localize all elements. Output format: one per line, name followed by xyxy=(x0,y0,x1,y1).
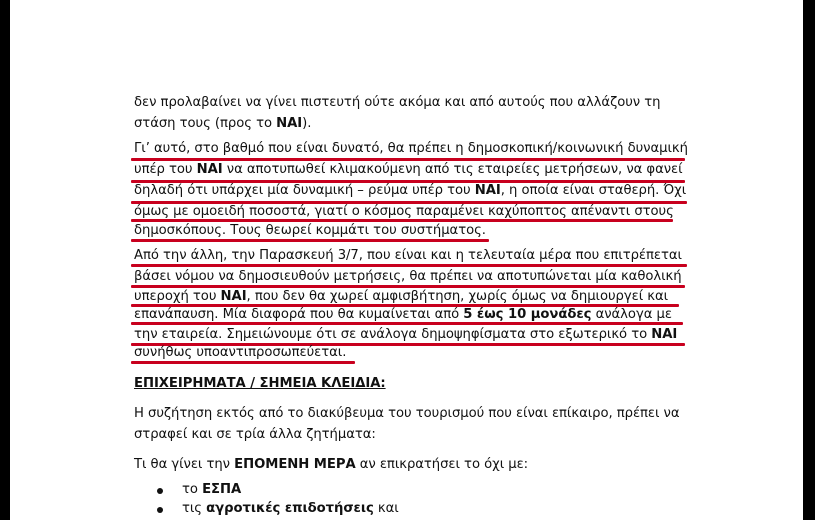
highlighted-line xyxy=(134,162,683,178)
text-run: Από την άλλη, την Παρασκευή 3/7, που είναι και η τελευταία μέρα που επιτρέπεται xyxy=(134,248,682,263)
highlighted-line xyxy=(134,345,346,361)
left-frame xyxy=(0,0,10,520)
text-line xyxy=(134,95,660,111)
red-underline xyxy=(131,219,673,222)
text-line xyxy=(134,457,528,473)
bold-text-run: ΕΣΠΑ xyxy=(202,482,242,497)
red-underline xyxy=(131,322,683,325)
red-underline xyxy=(131,285,685,288)
document-page xyxy=(10,0,803,520)
red-underline xyxy=(131,239,489,242)
list-item xyxy=(182,501,399,517)
text-run: στάση τους (προς το xyxy=(134,116,277,131)
list-item xyxy=(182,482,241,498)
text-run: να αποτυπωθεί κλιμακούμενη από τις εταιρείες μετρήσεων, να φανεί xyxy=(222,162,683,177)
text-run: και xyxy=(373,501,399,516)
bold-text-run: αγροτικές επιδοτήσεις xyxy=(206,501,374,516)
text-run: , η οποία είναι σταθερή. Όχι xyxy=(500,183,687,198)
text-line xyxy=(134,406,680,422)
text-line xyxy=(134,427,376,443)
text-run: Γι’ αυτό, στο βαθμό που είναι δυνατό, θα πρέπει η δημοσκοπική/κοινωνική δυναμική xyxy=(134,141,688,156)
text-run: ανάλογα με xyxy=(591,307,672,322)
text-run: υπεροχή του xyxy=(134,289,221,304)
text-run: όμως με ομοειδή ποσοστά, γιατί ο κόσμος παραμένει καχύποπτος απέναντι στους xyxy=(134,204,674,219)
highlighted-line xyxy=(134,248,682,264)
highlighted-line xyxy=(134,307,672,323)
text-run: τις xyxy=(182,501,207,516)
highlighted-line xyxy=(134,223,486,239)
text-run: βάσει νόμου να δημοσιευθούν μετρήσεις, θα πρέπει να αποτυπώνεται μία καθολική xyxy=(134,269,682,284)
red-underline xyxy=(131,264,687,267)
text-run: Τι θα γίνει την xyxy=(134,457,235,472)
bullet-icon xyxy=(157,507,163,513)
bold-text-run: ΝΑΙ xyxy=(220,289,247,304)
highlighted-line xyxy=(134,289,668,305)
text-line xyxy=(134,116,311,132)
text-run: αν επικρατήσει το όχι με: xyxy=(355,457,529,472)
red-underline xyxy=(131,361,355,364)
text-run: στραφεί και σε τρία άλλα ζητήματα: xyxy=(134,427,376,442)
bold-text-run: ΝΑΙ xyxy=(276,116,303,131)
text-run: συνήθως υποαντιπροσωπεύεται. xyxy=(134,345,347,360)
bold-text-run: ΝΑΙ xyxy=(196,162,223,177)
text-run: δημοσκόπους. Τους θεωρεί κομμάτι του συστήματος. xyxy=(134,223,486,238)
text-run: το xyxy=(182,482,203,497)
highlighted-line xyxy=(134,327,677,343)
bold-text-run: ΝΑΙ xyxy=(474,183,501,198)
text-run: Η συζήτηση εκτός από το διακύβευμα του τουρισμού που είναι επίκαιρο, πρέπει να xyxy=(134,406,680,421)
bullet-icon xyxy=(157,488,163,494)
text-run: την εταιρεία. Σημειώνουμε ότι σε ανάλογα δημοψηφίσματα στο εξωτερικό το xyxy=(134,327,652,342)
text-run: υπέρ του xyxy=(134,162,197,177)
right-frame xyxy=(803,0,815,520)
bold-text-run: ΝΑΙ xyxy=(651,327,678,342)
text-run: δεν προλαβαίνει να γίνει πιστευτή ούτε ακόμα και από αυτούς που αλλάζουν τη xyxy=(134,95,661,110)
highlighted-line xyxy=(134,183,686,199)
highlighted-line xyxy=(134,141,688,157)
bold-text-run: ΕΠΟΜΕΝΗ ΜΕΡΑ xyxy=(234,457,356,472)
text-run: , που δεν θα χωρεί αμφισβήτηση, χωρίς όμως να δημιουργεί και xyxy=(246,289,669,304)
section-heading: ΕΠΙΧΕΙΡΗΜΑΤΑ / ΣΗΜΕΙΑ ΚΛΕΙΔΙΑ: xyxy=(134,376,386,391)
bold-text-run: 5 έως 10 μονάδες xyxy=(463,307,592,322)
highlighted-line xyxy=(134,204,674,220)
red-underline xyxy=(131,158,685,161)
highlighted-line xyxy=(134,269,682,285)
text-run: ). xyxy=(302,116,312,131)
text-run: δηλαδή ότι υπάρχει μία δυναμική – ρεύμα υπέρ του xyxy=(134,183,475,198)
text-run: επανάπαυση. Μία διαφορά που θα κυμαίνεται από xyxy=(134,307,464,322)
